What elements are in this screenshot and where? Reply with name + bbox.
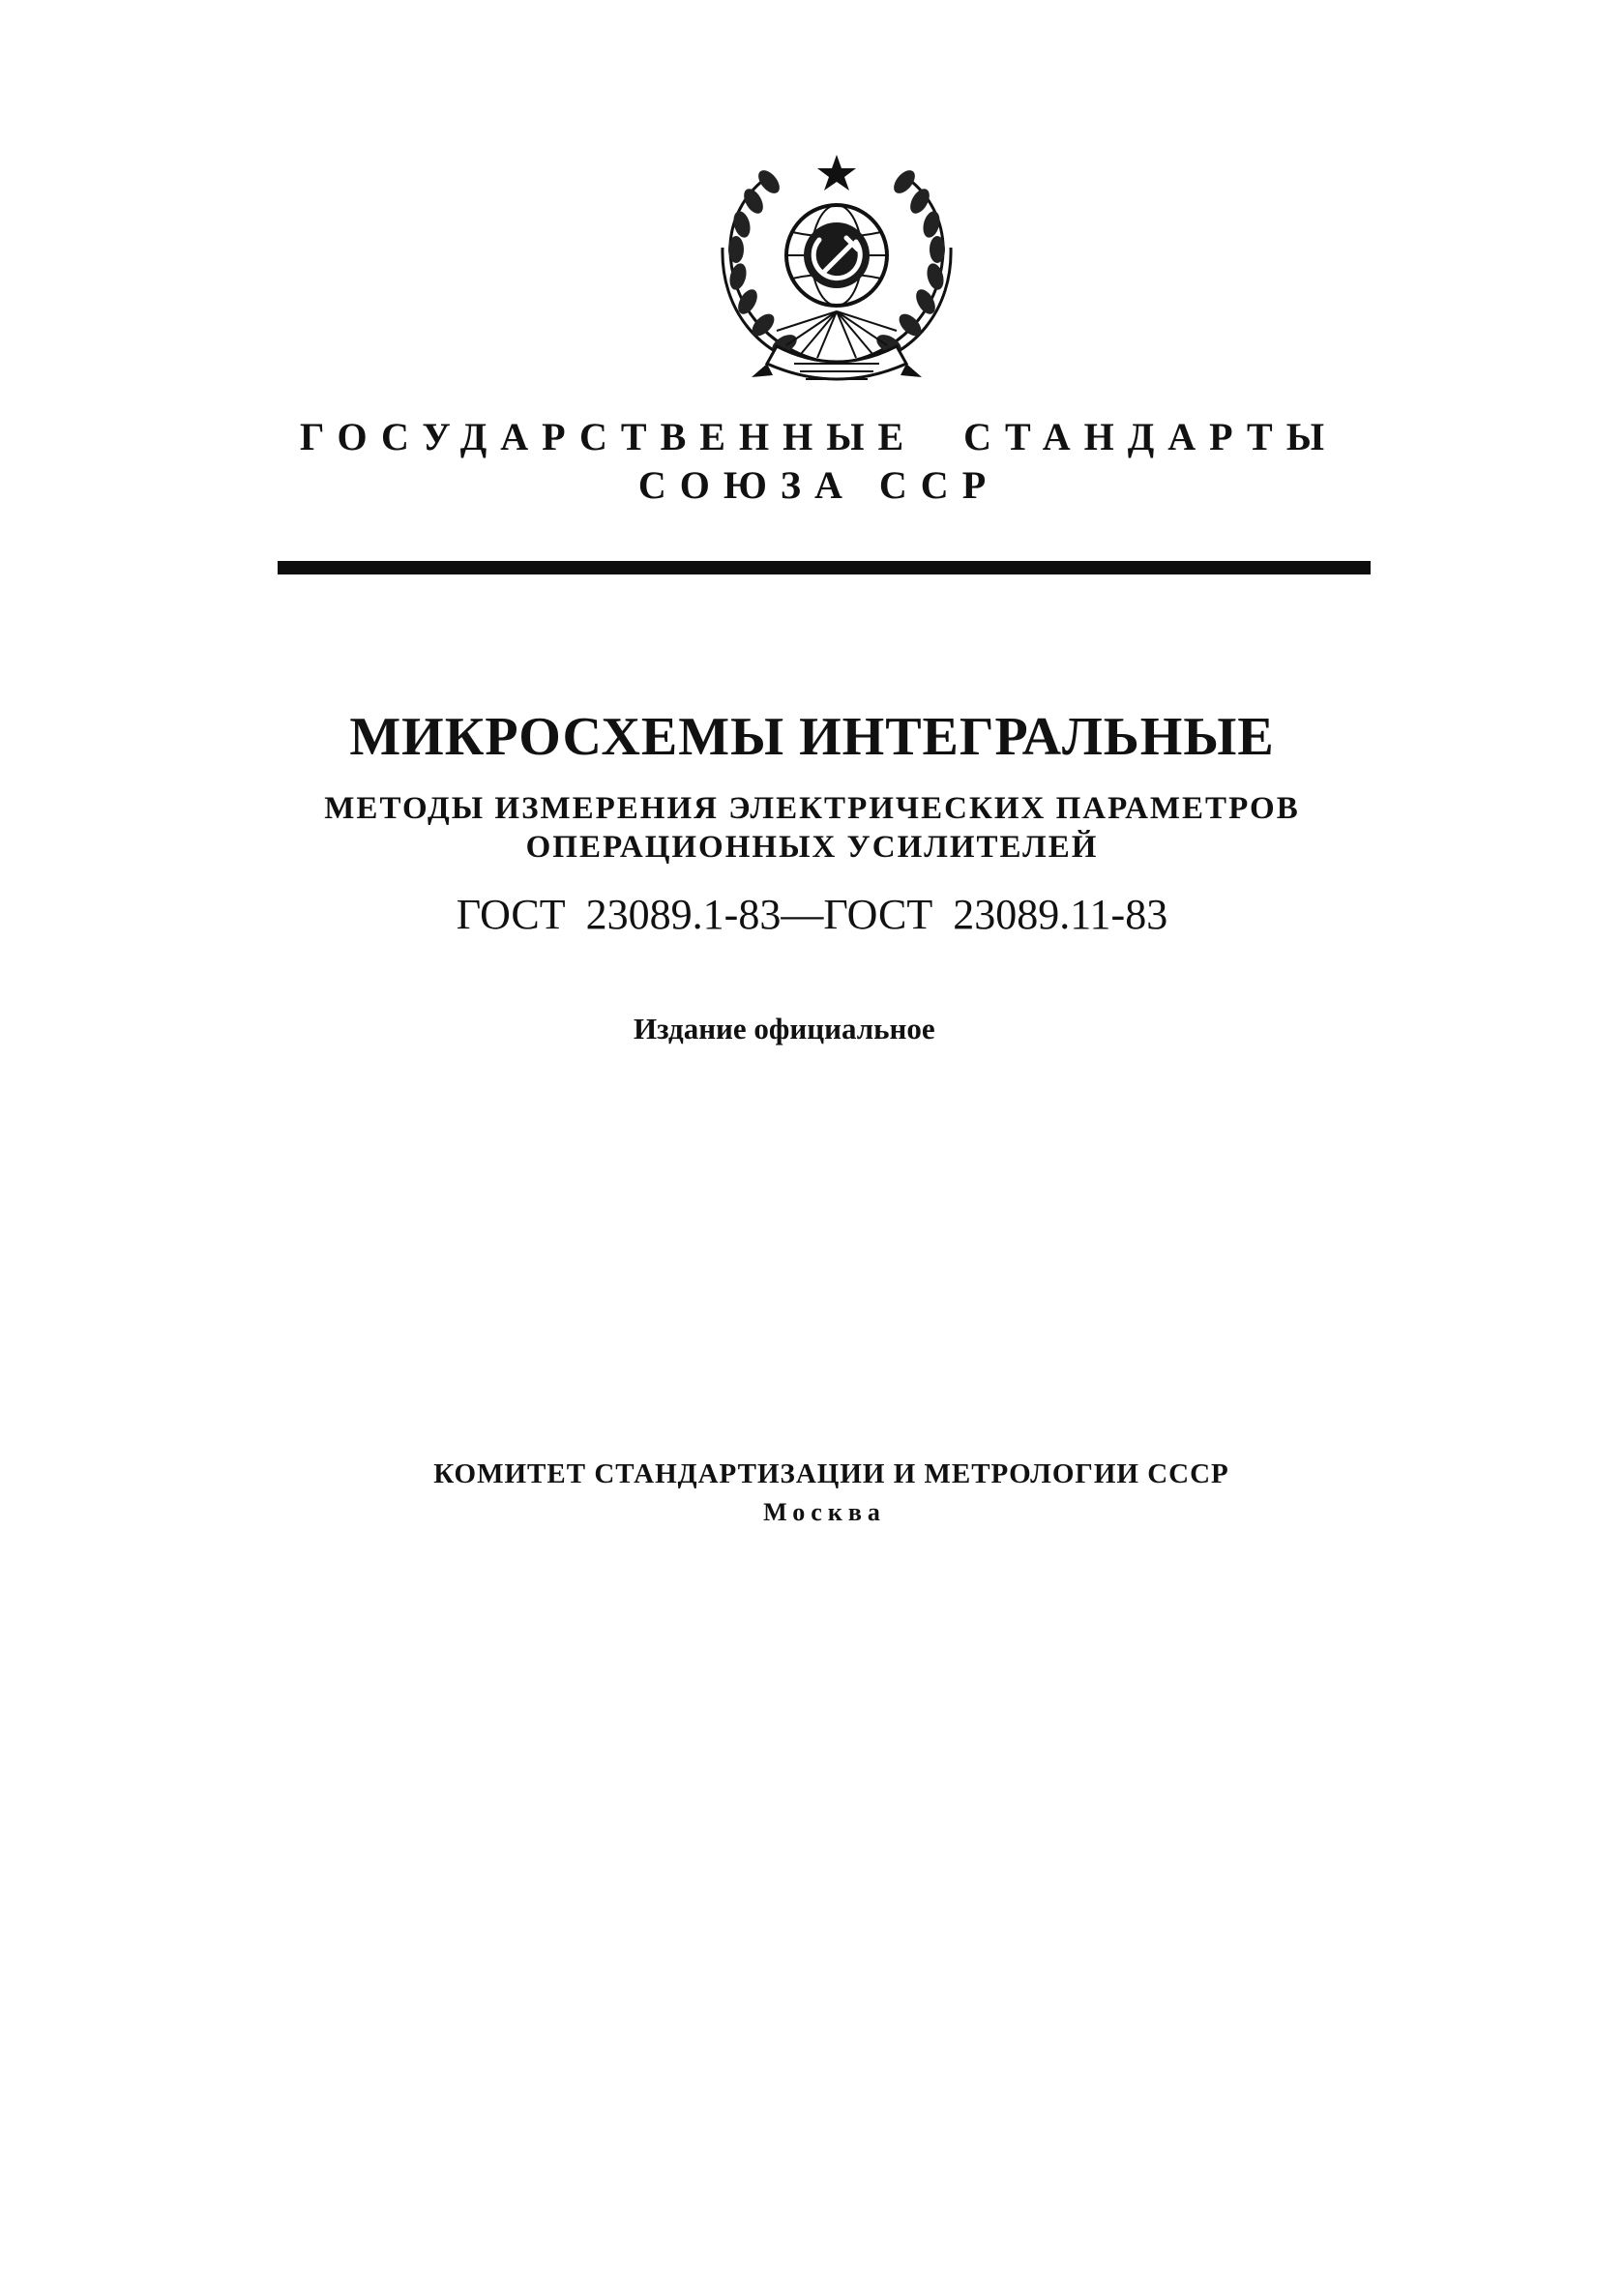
document-subtitle-line-2: ОПЕРАЦИОННЫХ УСИЛИТЕЛЕЙ [525,830,1099,865]
ussr-state-emblem-icon [709,147,964,395]
document-subtitle-line-1: МЕТОДЫ ИЗМЕРЕНИЯ ЭЛЕКТРИЧЕСКИХ ПАРАМЕТРОВ [324,791,1300,826]
header-divider [278,561,1371,574]
edition-note: Издание официальное [634,1012,935,1045]
publisher-name: КОМИТЕТ СТАНДАРТИЗАЦИИ И МЕТРОЛОГИИ СССР [433,1458,1229,1489]
series-title-line-1: ГОСУДАРСТВЕННЫЕ СТАНДАРТЫ [299,415,1339,458]
series-title-line-2: СОЮЗА ССР [637,463,1000,507]
gost-number-range: ГОСТ 23089.1-83—ГОСТ 23089.11-83 [456,891,1168,938]
document-title: МИКРОСХЕМЫ ИНТЕГРАЛЬНЫЕ [349,707,1275,767]
publisher-city: Москва [763,1498,886,1526]
